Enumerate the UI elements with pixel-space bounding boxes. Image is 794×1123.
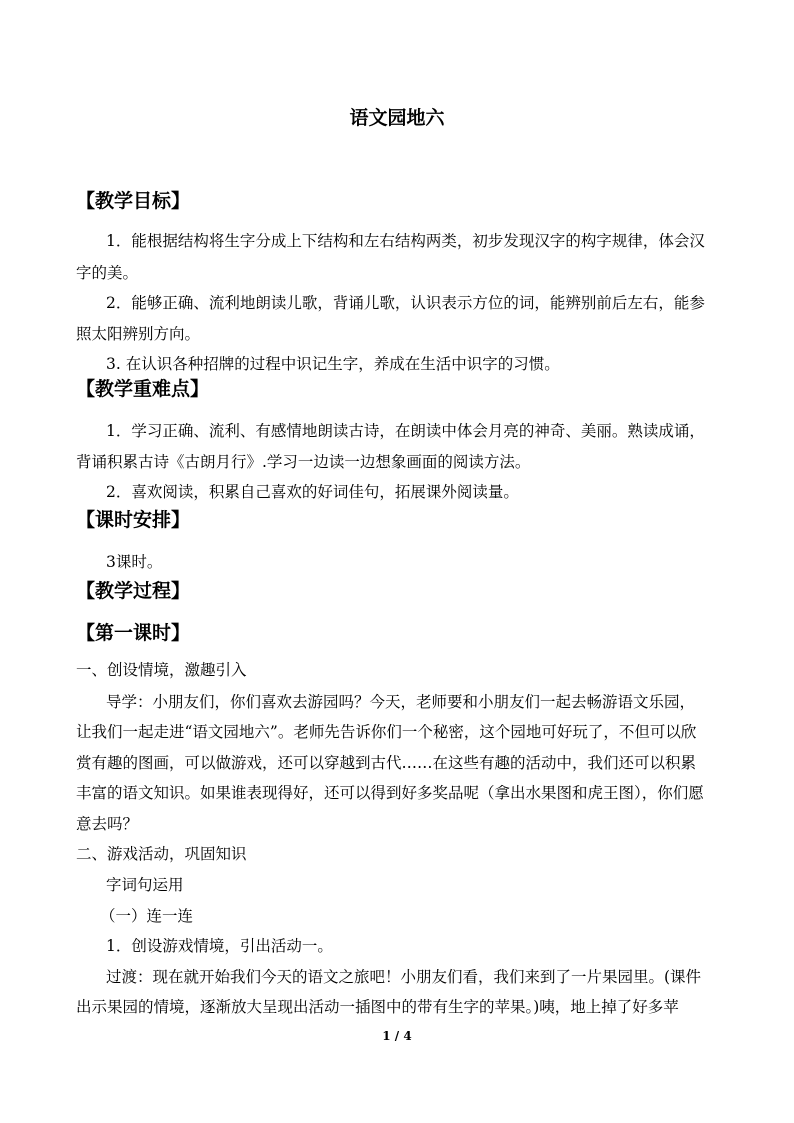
heading-key-points: 【教学重难点】 xyxy=(76,378,210,400)
paragraph-line: 导学：小朋友们，你们喜欢去游园吗？今天，老师要和小朋友们一起去畅游语文乐园， xyxy=(106,693,696,711)
page-title: 语文园地六 xyxy=(349,107,445,129)
paragraph-line: 过渡：现在就开始我们今天的语文之旅吧！小朋友们看，我们来到了一片果园里。(课件 xyxy=(106,968,702,986)
section-title: 二、游戏活动，巩固知识 xyxy=(76,845,247,863)
paragraph-line: 丰富的语文知识。如果谁表现得好，还可以得到好多奖品呢（拿出水果图和虎王图），你们愿 xyxy=(76,784,704,802)
page-number: 1 / 4 xyxy=(382,1029,412,1043)
paragraph-line: 赏有趣的图画，可以做游戏，还可以穿越到古代……在这些有趣的活动中，我们还可以积累 xyxy=(76,754,697,772)
key-point-line: 背诵积累古诗《古朗月行》.学习一边读一边想象画面的阅读方法。 xyxy=(76,453,531,471)
paragraph-line: 让我们一起走进“语文园地六”。老师先告诉你们一个秘密，这个园地可好玩了，不但可以欣 xyxy=(76,723,697,741)
heading-process: 【教学过程】 xyxy=(76,580,191,602)
key-point-line: 1．学习正确、流利、有感情地朗读古诗，在朗读中体会月亮的神奇、美丽。熟读成诵， xyxy=(106,422,705,440)
paragraph-line: 出示果园的情境，逐渐放大呈现出活动一插图中的带有生字的苹果。)咦，地上掉了好多苹 xyxy=(76,998,679,1016)
heading-schedule: 【课时安排】 xyxy=(76,509,191,531)
paragraph-line: 意去吗？ xyxy=(76,815,139,833)
item-title: （一）连一连 xyxy=(100,907,194,925)
subsection-title: 字词句运用 xyxy=(106,876,184,894)
objective-line: 2．能够正确、流利地朗读儿歌，背诵儿歌，认识表示方位的词，能辨别前后左右，能参 xyxy=(106,294,705,312)
schedule-text: 3课时。 xyxy=(106,553,163,571)
step-line: 1．创设游戏情境，引出活动一。 xyxy=(106,937,333,955)
objective-line: 1．能根据结构将生字分成上下结构和左右结构两类，初步发现汉字的构字规律，体会汉 xyxy=(106,232,705,250)
objective-line: 字的美。 xyxy=(76,264,139,282)
objective-line: 照太阳辨别方向。 xyxy=(76,325,201,343)
heading-objectives: 【教学目标】 xyxy=(76,190,191,212)
heading-lesson1: 【第一课时】 xyxy=(76,622,191,644)
key-point-line: 2．喜欢阅读，积累自己喜欢的好词佳句，拓展课外阅读量。 xyxy=(106,483,519,501)
objective-line: 3. 在认识各种招牌的过程中识记生字，养成在生活中识字的习惯。 xyxy=(106,355,560,373)
section-title: 一、创设情境，激趣引入 xyxy=(76,661,247,679)
